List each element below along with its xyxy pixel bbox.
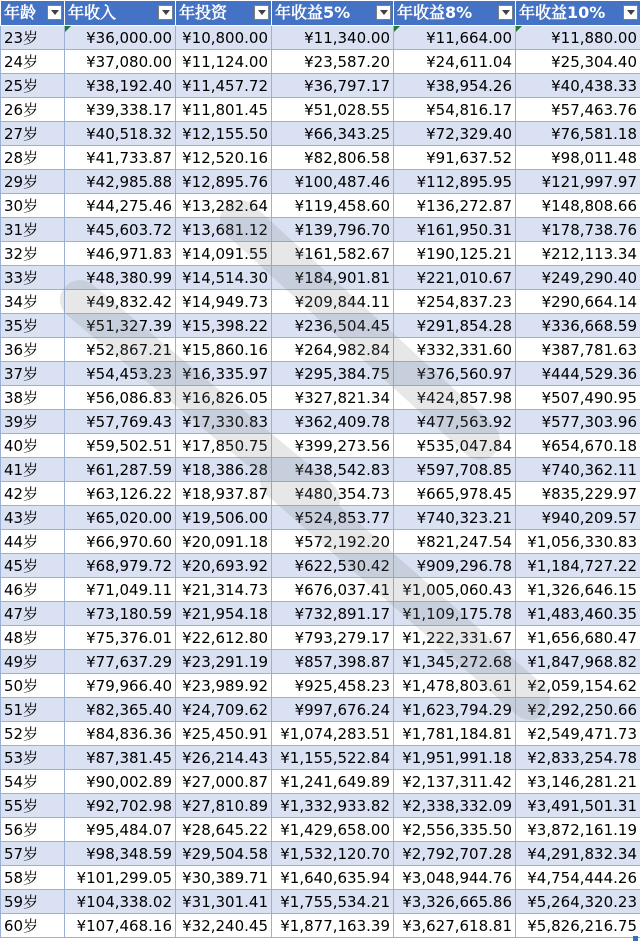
investment-cell[interactable]: ¥12,520.16 [176,146,272,170]
return-8-cell[interactable]: ¥1,951,991.18 [394,746,516,770]
age-cell[interactable]: 38岁 [1,386,65,410]
return-10-cell[interactable]: ¥4,291,832.34 [516,842,640,866]
return-10-cell[interactable]: ¥148,808.66 [516,194,640,218]
return-8-cell[interactable]: ¥161,950.31 [394,218,516,242]
return-8-cell[interactable]: ¥376,560.97 [394,362,516,386]
investment-cell[interactable]: ¥18,386.28 [176,458,272,482]
return-10-cell[interactable]: ¥290,664.14 [516,290,640,314]
return-5-cell[interactable]: ¥1,429,658.00 [272,818,394,842]
income-cell[interactable]: ¥46,971.83 [65,242,176,266]
table-body [1,26,640,938]
header-return-10: 年收益10% [516,1,640,26]
income-cell[interactable]: ¥61,287.59 [65,458,176,482]
age-cell[interactable]: 59岁 [1,890,65,914]
table-row [1,290,640,314]
table-row [1,722,640,746]
investment-cell[interactable]: ¥11,801.45 [176,98,272,122]
return-10-cell[interactable]: ¥1,656,680.47 [516,626,640,650]
return-5-cell[interactable]: ¥676,037.41 [272,578,394,602]
investment-cell[interactable]: ¥14,091.55 [176,242,272,266]
income-cell[interactable]: ¥73,180.59 [65,602,176,626]
income-cell[interactable]: ¥84,836.36 [65,722,176,746]
age-cell[interactable]: 39岁 [1,410,65,434]
return-8-cell[interactable]: ¥3,627,618.81 [394,914,516,938]
fill-handle[interactable] [633,936,638,941]
table-row [1,98,640,122]
investment-cell[interactable]: ¥26,214.43 [176,746,272,770]
return-8-cell[interactable]: ¥24,611.04 [394,50,516,74]
age-cell[interactable]: 30岁 [1,194,65,218]
income-cell[interactable]: ¥66,970.60 [65,530,176,554]
age-cell[interactable]: 24岁 [1,50,65,74]
return-8-cell[interactable]: ¥1,005,060.43 [394,578,516,602]
return-8-cell[interactable]: ¥597,708.85 [394,458,516,482]
filter-dropdown-icon[interactable] [498,5,513,20]
age-cell[interactable]: 42岁 [1,482,65,506]
return-8-cell[interactable]: ¥136,272.87 [394,194,516,218]
investment-cell[interactable]: ¥30,389.71 [176,866,272,890]
table-row [1,74,640,98]
age-cell[interactable]: 25岁 [1,74,65,98]
age-cell[interactable]: 29岁 [1,170,65,194]
table-row [1,650,640,674]
income-cell[interactable]: ¥65,020.00 [65,506,176,530]
table-row [1,314,640,338]
income-cell[interactable]: ¥38,192.40 [65,74,176,98]
table-row [1,242,640,266]
header-return-8: 年收益8% [394,1,516,26]
age-cell[interactable]: 58岁 [1,866,65,890]
age-cell[interactable]: 50岁 [1,674,65,698]
age-cell[interactable]: 23岁 [1,26,65,50]
return-5-cell[interactable]: ¥793,279.17 [272,626,394,650]
age-cell[interactable]: 37岁 [1,362,65,386]
return-5-cell[interactable]: ¥524,853.77 [272,506,394,530]
table-row [1,746,640,770]
return-5-cell[interactable]: ¥209,844.11 [272,290,394,314]
return-10-cell[interactable]: ¥740,362.11 [516,458,640,482]
table-row [1,914,640,938]
income-cell[interactable]: ¥68,979.72 [65,554,176,578]
return-8-cell[interactable]: ¥1,345,272.68 [394,650,516,674]
header-row [1,1,640,26]
table-row [1,866,640,890]
table-row [1,890,640,914]
age-cell[interactable]: 34岁 [1,290,65,314]
investment-cell[interactable]: ¥32,240.45 [176,914,272,938]
return-8-cell[interactable]: ¥2,792,707.28 [394,842,516,866]
return-10-cell[interactable]: ¥940,209.57 [516,506,640,530]
investment-cell[interactable]: ¥28,645.22 [176,818,272,842]
investment-cell[interactable]: ¥14,514.30 [176,266,272,290]
age-cell[interactable]: 53岁 [1,746,65,770]
return-5-cell[interactable]: ¥1,532,120.70 [272,842,394,866]
age-cell[interactable]: 56岁 [1,818,65,842]
return-10-cell[interactable]: ¥2,059,154.62 [516,674,640,698]
age-cell[interactable]: 54岁 [1,770,65,794]
return-5-cell[interactable]: ¥66,343.25 [272,122,394,146]
return-10-cell[interactable]: ¥1,326,646.15 [516,578,640,602]
return-8-cell[interactable]: ¥112,895.95 [394,170,516,194]
return-10-cell[interactable]: ¥98,011.48 [516,146,640,170]
investment-cell[interactable]: ¥29,504.58 [176,842,272,866]
investment-cell[interactable]: ¥16,826.05 [176,386,272,410]
table-row [1,794,640,818]
table-row [1,146,640,170]
table-row [1,482,640,506]
return-10-cell[interactable]: ¥11,880.00 [516,26,640,50]
age-cell[interactable]: 43岁 [1,506,65,530]
return-5-cell[interactable]: ¥264,982.84 [272,338,394,362]
return-5-cell[interactable]: ¥480,354.73 [272,482,394,506]
filter-dropdown-icon[interactable] [376,5,391,20]
investment-cell[interactable]: ¥20,091.18 [176,530,272,554]
return-5-cell[interactable]: ¥51,028.55 [272,98,394,122]
table-row [1,602,640,626]
return-8-cell[interactable]: ¥1,781,184.81 [394,722,516,746]
return-5-cell[interactable]: ¥1,640,635.94 [272,866,394,890]
table-row [1,194,640,218]
income-cell[interactable]: ¥75,376.01 [65,626,176,650]
table-row [1,578,640,602]
age-cell[interactable]: 45岁 [1,554,65,578]
return-8-cell[interactable]: ¥1,623,794.29 [394,698,516,722]
table-row [1,50,640,74]
return-5-cell[interactable]: ¥236,504.45 [272,314,394,338]
return-5-cell[interactable]: ¥36,797.17 [272,74,394,98]
filter-dropdown-icon[interactable] [158,5,173,20]
return-10-cell[interactable]: ¥5,264,320.23 [516,890,640,914]
return-10-cell[interactable]: ¥40,438.33 [516,74,640,98]
return-10-cell[interactable]: ¥1,483,460.35 [516,602,640,626]
investment-cell[interactable]: ¥21,314.73 [176,578,272,602]
return-5-cell[interactable]: ¥295,384.75 [272,362,394,386]
income-cell[interactable]: ¥37,080.00 [65,50,176,74]
return-10-cell[interactable]: ¥1,847,968.82 [516,650,640,674]
income-cell[interactable]: ¥51,327.39 [65,314,176,338]
return-8-cell[interactable]: ¥2,137,311.42 [394,770,516,794]
income-cell[interactable]: ¥63,126.22 [65,482,176,506]
table-row [1,386,640,410]
return-8-cell[interactable]: ¥909,296.78 [394,554,516,578]
return-8-cell[interactable]: ¥38,954.26 [394,74,516,98]
table-row [1,362,640,386]
return-10-cell[interactable]: ¥121,997.97 [516,170,640,194]
age-cell[interactable]: 26岁 [1,98,65,122]
return-10-cell[interactable]: ¥2,549,471.73 [516,722,640,746]
table-row [1,530,640,554]
age-cell[interactable]: 44岁 [1,530,65,554]
income-cell[interactable]: ¥39,338.17 [65,98,176,122]
return-5-cell[interactable]: ¥438,542.83 [272,458,394,482]
table-row [1,506,640,530]
investment-cell[interactable]: ¥23,989.92 [176,674,272,698]
return-8-cell[interactable]: ¥1,222,331.67 [394,626,516,650]
investment-cell[interactable]: ¥18,937.87 [176,482,272,506]
table-row [1,674,640,698]
return-5-cell[interactable]: ¥1,877,163.39 [272,914,394,938]
investment-cell[interactable]: ¥27,000.87 [176,770,272,794]
filter-dropdown-icon[interactable] [254,5,269,20]
filter-dropdown-icon[interactable] [623,5,638,20]
investment-cell[interactable]: ¥17,330.83 [176,410,272,434]
return-8-cell[interactable]: ¥54,816.17 [394,98,516,122]
income-cell[interactable]: ¥87,381.45 [65,746,176,770]
table-row [1,338,640,362]
income-cell[interactable]: ¥41,733.87 [65,146,176,170]
return-10-cell[interactable]: ¥2,292,250.66 [516,698,640,722]
table-row [1,266,640,290]
header-return-5: 年收益5% [272,1,394,26]
age-cell[interactable]: 48岁 [1,626,65,650]
income-cell[interactable]: ¥98,348.59 [65,842,176,866]
age-cell[interactable]: 55岁 [1,794,65,818]
table-row [1,26,640,50]
return-5-cell[interactable]: ¥100,487.46 [272,170,394,194]
return-5-cell[interactable]: ¥119,458.60 [272,194,394,218]
age-cell[interactable]: 36岁 [1,338,65,362]
income-cell[interactable]: ¥77,637.29 [65,650,176,674]
return-10-cell[interactable]: ¥4,754,444.26 [516,866,640,890]
income-cell[interactable]: ¥54,453.23 [65,362,176,386]
return-8-cell[interactable]: ¥72,329.40 [394,122,516,146]
return-8-cell[interactable]: ¥91,637.52 [394,146,516,170]
income-cell[interactable]: ¥40,518.32 [65,122,176,146]
table-row [1,554,640,578]
return-8-cell[interactable]: ¥254,837.23 [394,290,516,314]
return-10-cell[interactable]: ¥3,146,281.21 [516,770,640,794]
table-row [1,842,640,866]
return-8-cell[interactable]: ¥424,857.98 [394,386,516,410]
income-cell[interactable]: ¥52,867.21 [65,338,176,362]
investment-cell[interactable]: ¥24,709.62 [176,698,272,722]
table-row [1,410,640,434]
investment-cell[interactable]: ¥12,895.76 [176,170,272,194]
header-income: 年收入 [65,1,176,26]
return-8-cell[interactable]: ¥332,331.60 [394,338,516,362]
table-row [1,626,640,650]
age-cell[interactable]: 33岁 [1,266,65,290]
investment-cell[interactable]: ¥12,155.50 [176,122,272,146]
age-cell[interactable]: 46岁 [1,578,65,602]
return-10-cell[interactable]: ¥76,581.18 [516,122,640,146]
return-10-cell[interactable]: ¥25,304.40 [516,50,640,74]
return-5-cell[interactable]: ¥857,398.87 [272,650,394,674]
return-5-cell[interactable]: ¥362,409.78 [272,410,394,434]
return-10-cell[interactable]: ¥5,826,216.75 [516,914,640,938]
return-10-cell[interactable]: ¥3,872,161.19 [516,818,640,842]
income-cell[interactable]: ¥59,502.51 [65,434,176,458]
income-cell[interactable]: ¥107,468.16 [65,914,176,938]
filter-dropdown-icon[interactable] [47,5,62,20]
income-cell[interactable]: ¥79,966.40 [65,674,176,698]
investment-cell[interactable]: ¥14,949.73 [176,290,272,314]
return-8-cell[interactable]: ¥740,323.21 [394,506,516,530]
return-8-cell[interactable]: ¥665,978.45 [394,482,516,506]
return-5-cell[interactable]: ¥1,074,283.51 [272,722,394,746]
investment-cell[interactable]: ¥15,398.22 [176,314,272,338]
return-5-cell[interactable]: ¥184,901.81 [272,266,394,290]
investment-cell[interactable]: ¥19,506.00 [176,506,272,530]
investment-cell[interactable]: ¥25,450.91 [176,722,272,746]
return-5-cell[interactable]: ¥925,458.23 [272,674,394,698]
income-cell[interactable]: ¥45,603.72 [65,218,176,242]
income-cell[interactable]: ¥92,702.98 [65,794,176,818]
investment-cell[interactable]: ¥17,850.75 [176,434,272,458]
return-10-cell[interactable]: ¥2,833,254.78 [516,746,640,770]
return-5-cell[interactable]: ¥997,676.24 [272,698,394,722]
income-cell[interactable]: ¥71,049.11 [65,578,176,602]
return-5-cell[interactable]: ¥622,530.42 [272,554,394,578]
return-5-cell[interactable]: ¥732,891.17 [272,602,394,626]
return-8-cell[interactable]: ¥821,247.54 [394,530,516,554]
table-row [1,218,640,242]
income-cell[interactable]: ¥82,365.40 [65,698,176,722]
table-row [1,122,640,146]
return-10-cell[interactable]: ¥507,490.95 [516,386,640,410]
income-cell[interactable]: ¥44,275.46 [65,194,176,218]
investment-cell[interactable]: ¥13,681.12 [176,218,272,242]
age-cell[interactable]: 35岁 [1,314,65,338]
table-row [1,770,640,794]
return-8-cell[interactable]: ¥190,125.21 [394,242,516,266]
age-cell[interactable]: 28岁 [1,146,65,170]
income-cell[interactable]: ¥104,338.02 [65,890,176,914]
income-cell[interactable]: ¥90,002.89 [65,770,176,794]
return-10-cell[interactable]: ¥249,290.40 [516,266,640,290]
age-cell[interactable]: 47岁 [1,602,65,626]
investment-cell[interactable]: ¥31,301.41 [176,890,272,914]
return-5-cell[interactable]: ¥23,587.20 [272,50,394,74]
return-5-cell[interactable]: ¥399,273.56 [272,434,394,458]
return-8-cell[interactable]: ¥1,478,803.61 [394,674,516,698]
table-row [1,458,640,482]
return-10-cell[interactable]: ¥654,670.18 [516,434,640,458]
age-cell[interactable]: 57岁 [1,842,65,866]
return-8-cell[interactable]: ¥3,326,665.86 [394,890,516,914]
investment-cell[interactable]: ¥13,282.64 [176,194,272,218]
investment-cell[interactable]: ¥15,860.16 [176,338,272,362]
return-5-cell[interactable]: ¥139,796.70 [272,218,394,242]
return-10-cell[interactable]: ¥1,056,330.83 [516,530,640,554]
return-8-cell[interactable]: ¥535,047.84 [394,434,516,458]
return-5-cell[interactable]: ¥1,155,522.84 [272,746,394,770]
income-cell[interactable]: ¥101,299.05 [65,866,176,890]
return-10-cell[interactable]: ¥577,303.96 [516,410,640,434]
return-10-cell[interactable]: ¥178,738.76 [516,218,640,242]
header-investment: 年投资 [176,1,272,26]
return-8-cell[interactable]: ¥11,664.00 [394,26,516,50]
age-cell[interactable]: 32岁 [1,242,65,266]
investment-cell[interactable]: ¥22,612.80 [176,626,272,650]
return-8-cell[interactable]: ¥221,010.67 [394,266,516,290]
return-8-cell[interactable]: ¥477,563.92 [394,410,516,434]
investment-cell[interactable]: ¥11,457.72 [176,74,272,98]
income-cell[interactable]: ¥95,484.07 [65,818,176,842]
return-5-cell[interactable]: ¥1,755,534.21 [272,890,394,914]
table-row [1,170,640,194]
return-10-cell[interactable]: ¥835,229.97 [516,482,640,506]
age-cell[interactable]: 31岁 [1,218,65,242]
investment-cell[interactable]: ¥27,810.89 [176,794,272,818]
return-8-cell[interactable]: ¥2,556,335.50 [394,818,516,842]
return-10-cell[interactable]: ¥3,491,501.31 [516,794,640,818]
investment-cell[interactable]: ¥10,800.00 [176,26,272,50]
return-10-cell[interactable]: ¥57,463.76 [516,98,640,122]
return-5-cell[interactable]: ¥82,806.58 [272,146,394,170]
return-8-cell[interactable]: ¥3,048,944.76 [394,866,516,890]
return-8-cell[interactable]: ¥291,854.28 [394,314,516,338]
investment-cell[interactable]: ¥23,291.19 [176,650,272,674]
return-8-cell[interactable]: ¥1,109,175.78 [394,602,516,626]
return-5-cell[interactable]: ¥572,192.20 [272,530,394,554]
return-5-cell[interactable]: ¥161,582.67 [272,242,394,266]
investment-cell[interactable]: ¥21,954.18 [176,602,272,626]
return-10-cell[interactable]: ¥444,529.36 [516,362,640,386]
age-cell[interactable]: 52岁 [1,722,65,746]
investment-cell[interactable]: ¥16,335.97 [176,362,272,386]
return-5-cell[interactable]: ¥1,241,649.89 [272,770,394,794]
income-cell[interactable]: ¥48,380.99 [65,266,176,290]
table-row [1,434,640,458]
table-row [1,818,640,842]
table-row [1,698,640,722]
header-age: 年龄 [1,1,65,26]
return-5-cell[interactable]: ¥1,332,933.82 [272,794,394,818]
age-cell[interactable]: 60岁 [1,914,65,938]
income-cell[interactable]: ¥57,769.43 [65,410,176,434]
return-10-cell[interactable]: ¥387,781.63 [516,338,640,362]
return-5-cell[interactable]: ¥327,821.34 [272,386,394,410]
return-5-cell[interactable]: ¥11,340.00 [272,26,394,50]
age-cell[interactable]: 40岁 [1,434,65,458]
income-cell[interactable]: ¥42,985.88 [65,170,176,194]
investment-cell[interactable]: ¥11,124.00 [176,50,272,74]
return-10-cell[interactable]: ¥212,113.34 [516,242,640,266]
age-cell[interactable]: 49岁 [1,650,65,674]
investment-cell[interactable]: ¥20,693.92 [176,554,272,578]
income-cell[interactable]: ¥56,086.83 [65,386,176,410]
return-10-cell[interactable]: ¥1,184,727.22 [516,554,640,578]
age-cell[interactable]: 41岁 [1,458,65,482]
age-cell[interactable]: 51岁 [1,698,65,722]
income-cell[interactable]: ¥49,832.42 [65,290,176,314]
age-cell[interactable]: 27岁 [1,122,65,146]
income-cell[interactable]: ¥36,000.00 [65,26,176,50]
return-10-cell[interactable]: ¥336,668.59 [516,314,640,338]
return-8-cell[interactable]: ¥2,338,332.09 [394,794,516,818]
